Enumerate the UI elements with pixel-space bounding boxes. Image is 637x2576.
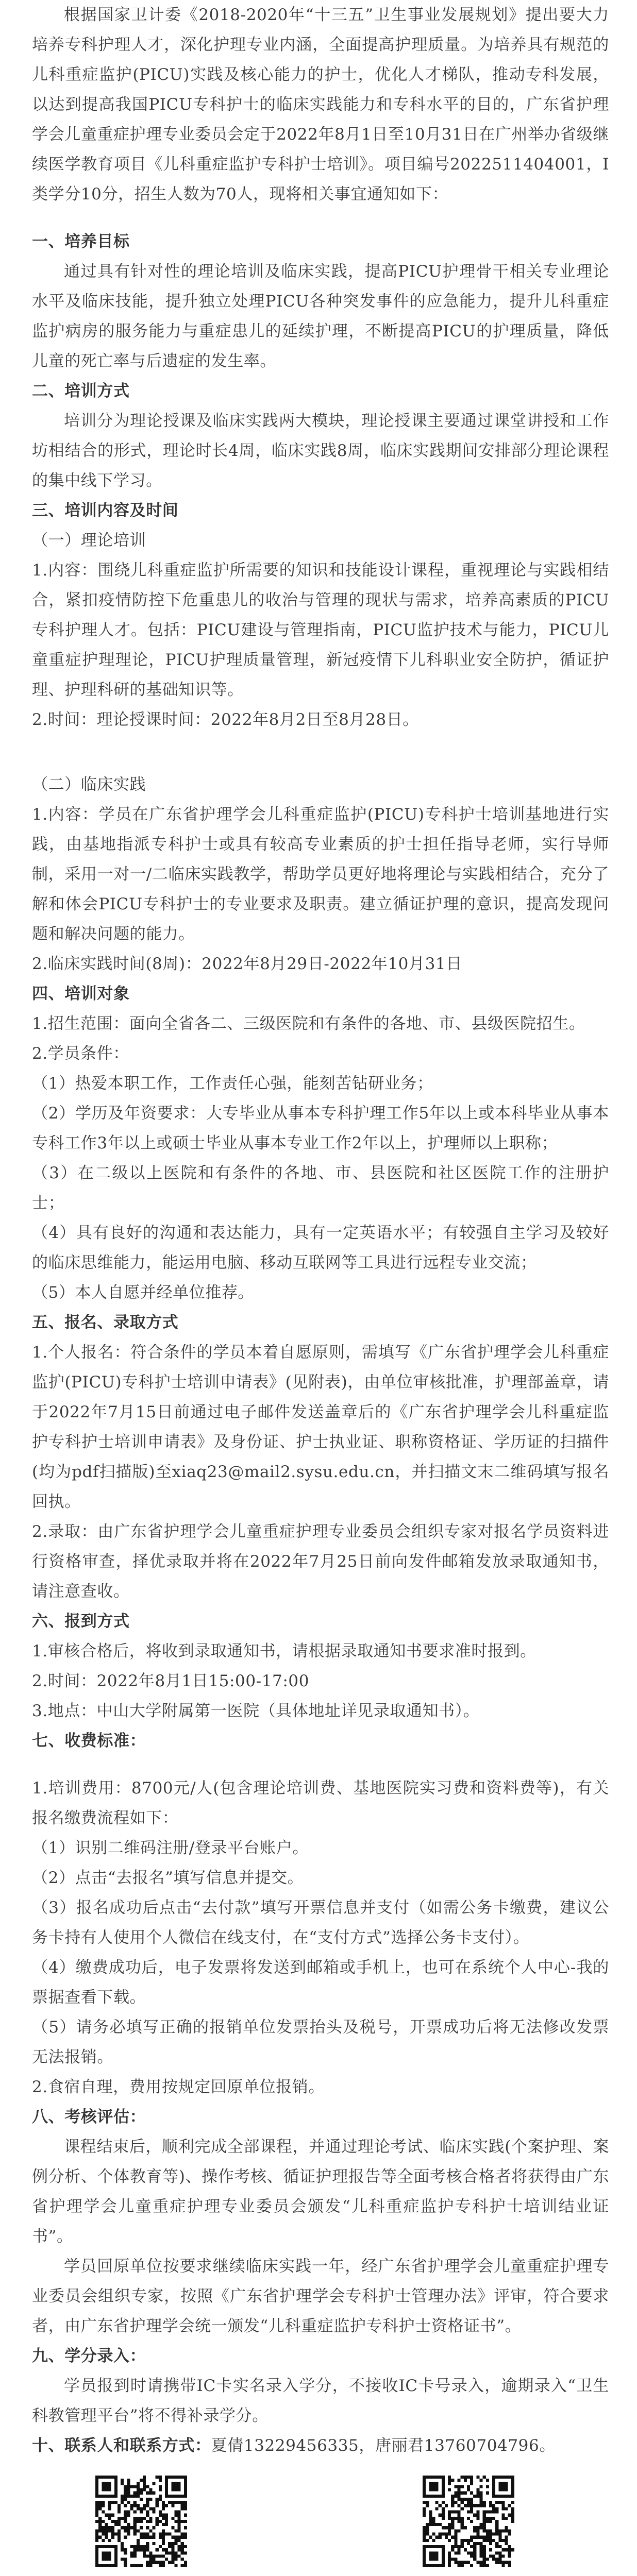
contact-text: 夏倩13229456335，唐丽君13760704796。 xyxy=(211,2436,556,2455)
section-7-p2: 2.食宿自理，费用按规定回原单位报销。 xyxy=(32,2078,325,2096)
section-4-title: 四、培训对象 xyxy=(32,985,130,1003)
section-3-sub1: （一）理论培训 xyxy=(32,531,146,550)
list-item: （1）热爱本职工作，工作责任心强，能刻苦钻研业务； xyxy=(32,1074,433,1093)
section-10 xyxy=(32,2431,609,2461)
section-4-p1: 1.招生范围：面向全省各二、三级医院和有条件的各地、市、县级医院招生。 xyxy=(32,1014,585,1033)
section-1-text: 通过具有针对性的理论培训及临床实践，提高PICU护理骨干相关专业理论水平及临床技能，提升独立处理PICU各种突发事件的应急能力，提升儿科重症监护病房的服务能力与重症患儿的延续护理，不断提高PICU的护理质量，降低儿童的死亡率与后遗症的发生率。 xyxy=(32,262,609,370)
list-item: （2）学历及年资要求：大专毕业从事本专科护理工作5年以上或本科毕业从事本专科工作3年以上或硕士毕业从事本专业工作2年以上，护理师以上职称； xyxy=(32,1104,609,1153)
list-item: （5）请务必填写正确的报销单位发票抬头及税号，开票成功后将无法修改发票无法报销。 xyxy=(32,2018,609,2066)
list-item: （4）具有良好的沟通和表达能力，具有一定英语水平；有较强自主学习及较好的临床思维能力，能运用电脑、移动互联网等工具进行远程专业交流； xyxy=(32,1224,609,1272)
registration-qr-code[interactable] xyxy=(95,2476,187,2567)
list-item: （1）识别二维码注册/登录平台账户。 xyxy=(32,1839,309,1857)
payment-qr-code[interactable] xyxy=(423,2476,514,2567)
section-4-p2: 2.学员条件： xyxy=(32,1044,129,1063)
list-item: （3）在二级以上医院和有条件的各地、市、县医院和社区医院工作的注册护士； xyxy=(32,1164,609,1212)
section-2-title: 二、培训方式 xyxy=(32,382,130,400)
section-7-title: 七、收费标准： xyxy=(32,1732,146,1750)
section-5-p2: 2.录取：由广东省护理学会儿童重症护理专业委员会组织专家对报名学员资料进行资格审查，择优录取并将在2022年7月25日前向发件邮箱发放录取通知书，请注意查收。 xyxy=(32,1522,609,1601)
section-9-text: 学员报到时请携带IC卡实名录入学分，不接收IC卡号录入，逾期录入“卫生科教管理平台”将不得补录学分。 xyxy=(32,2377,609,2425)
section-1-title: 一、培养目标 xyxy=(32,232,130,251)
section-8-p1: 课程结束后，顺利完成全部课程，并通过理论考试、临床实践(个案护理、案例分析、个体教育等)、操作考核、循证护理报告等全面考核合格者将获得由广东省护理学会儿童重症护理专业委员会颁发“儿科重症监护专科护士培训结业证书”。 xyxy=(32,2138,609,2246)
list-item: （2）点击“去报名”填写信息并提交。 xyxy=(32,1869,304,1887)
section-6-p1: 1.审核合格后，将收到录取通知书，请根据录取通知书要求准时报到。 xyxy=(32,1642,537,1660)
section-8-p2: 学员回原单位按要求继续临床实践一年，经广东省护理学会儿童重症护理专业委员会组织专家，按照《广东省护理学会专科护士管理办法》评审，符合要求者，由广东省护理学会统一颁发“儿科重症监护专科护士资格证书”。 xyxy=(32,2257,609,2335)
section-2-text: 培训分为理论授课及临床实践两大模块，理论授课主要通过课堂讲授和工作坊相结合的形式，理论时长4周，临床实践8周，临床实践期间安排部分理论课程的集中线下学习。 xyxy=(32,412,609,490)
section-9-title: 九、学分录入： xyxy=(32,2347,146,2365)
section-3-content-4: 2.临床实践时间(8周)：2022年8月29日-2022年10月31日 xyxy=(32,955,462,973)
section-6-title: 六、报到方式 xyxy=(32,1612,130,1631)
list-item: （4）缴费成功后，电子发票将发送到邮箱或手机上，也可在系统个人中心-我的票据查看下载。 xyxy=(32,1958,609,2007)
section-10-label: 十、联系人和联系方式： xyxy=(32,2436,211,2455)
section-7-p1: 1.培训费用：8700元/人(包含理论培训费、基地医院实习费和资料费等)，有关报名缴费流程如下： xyxy=(32,1779,609,1827)
section-3-sub2: （二）临床实践 xyxy=(32,775,146,794)
section-5-title: 五、报名、录取方式 xyxy=(32,1313,179,1332)
section-6-p2: 2.时间：2022年8月1日15:00-17:00 xyxy=(32,1672,310,1690)
section-3-content-1: 1.内容：围绕儿科重症监护所需要的知识和技能设计课程，重视理论与实践相结合，紧扣疫情防控下危重患儿的收治与管理的现状与需求，培养高素质的PICU专科护理人才。包括：PICU建设与管理指南，PICU监护技术与能力，PICU儿童重症护理理论，PICU护理质量管理，新冠疫情下儿科职业安全防护，循证护理、护理科研的基础知识等。 xyxy=(32,561,609,699)
notice-document xyxy=(32,0,609,2461)
section-3-content-2: 2.时间：理论授课时间：2022年8月2日至8月28日。 xyxy=(32,710,419,729)
list-item: （5）本人自愿并经单位推荐。 xyxy=(32,1283,255,1302)
list-item: （3）报名成功后点击“去付款”填写开票信息并支付（如需公务卡缴费，建议公务卡持有人使用个人微信在线支付，在“支付方式”选择公务卡支付）。 xyxy=(32,1899,609,1947)
section-3-title: 三、培训内容及时间 xyxy=(32,501,179,520)
intro-paragraph: 根据国家卫计委《2018-2020年“十三五”卫生事业发展规划》提出要大力培养专科护理人才，深化护理专业内涵，全面提高护理质量。为培养具有规范的儿科重症监护(PICU)实践及核心能力的护士，优化人才梯队，推动专科发展，以达到提高我国PICU专科护士的临床实践能力和专科水平的目的，广东省护理学会儿童重症护理专业委员会定于2022年8月1日至10月31日在广州举办省级继续医学教育项目《儿科重症监护专科护士培训》。项目编号2022511404001，I类学分10分，招生人数为70人，现将相关事宜通知如下： xyxy=(32,6,609,204)
section-8-title: 八、考核评估： xyxy=(32,2108,146,2126)
section-6-p3: 3.地点：中山大学附属第一医院（具体地址详见录取通知书）。 xyxy=(32,1702,480,1720)
section-5-p1: 1.个人报名：符合条件的学员本着自愿原则，需填写《广东省护理学会儿科重症监护(PICU)专科护士培训申请表》(见附表)，由单位审核批准，护理部盖章，请于2022年7月15日前通过电子邮件发送盖章后的《广东省护理学会儿科重症监护专科护士培训申请表》及身份证、护士执业证、职称资格证、学历证的扫描件(均为pdf扫描版)至xiaq23@mail2.sysu.edu.cn，并扫描文末二维码填写报名回执。 xyxy=(32,1343,609,1511)
section-3-content-3: 1.内容：学员在广东省护理学会儿科重症监护(PICU)专科护士培训基地进行实践，由基地指派专科护士或具有较高专业素质的护士担任指导老师，实行导师制，采用一对一/二临床实践教学，帮助学员更好地将理论与实践相结合，充分了解和体会PICU专科护士的专业要求及职责。建立循证护理的意识，提高发现问题和解决问题的能力。 xyxy=(32,805,609,943)
